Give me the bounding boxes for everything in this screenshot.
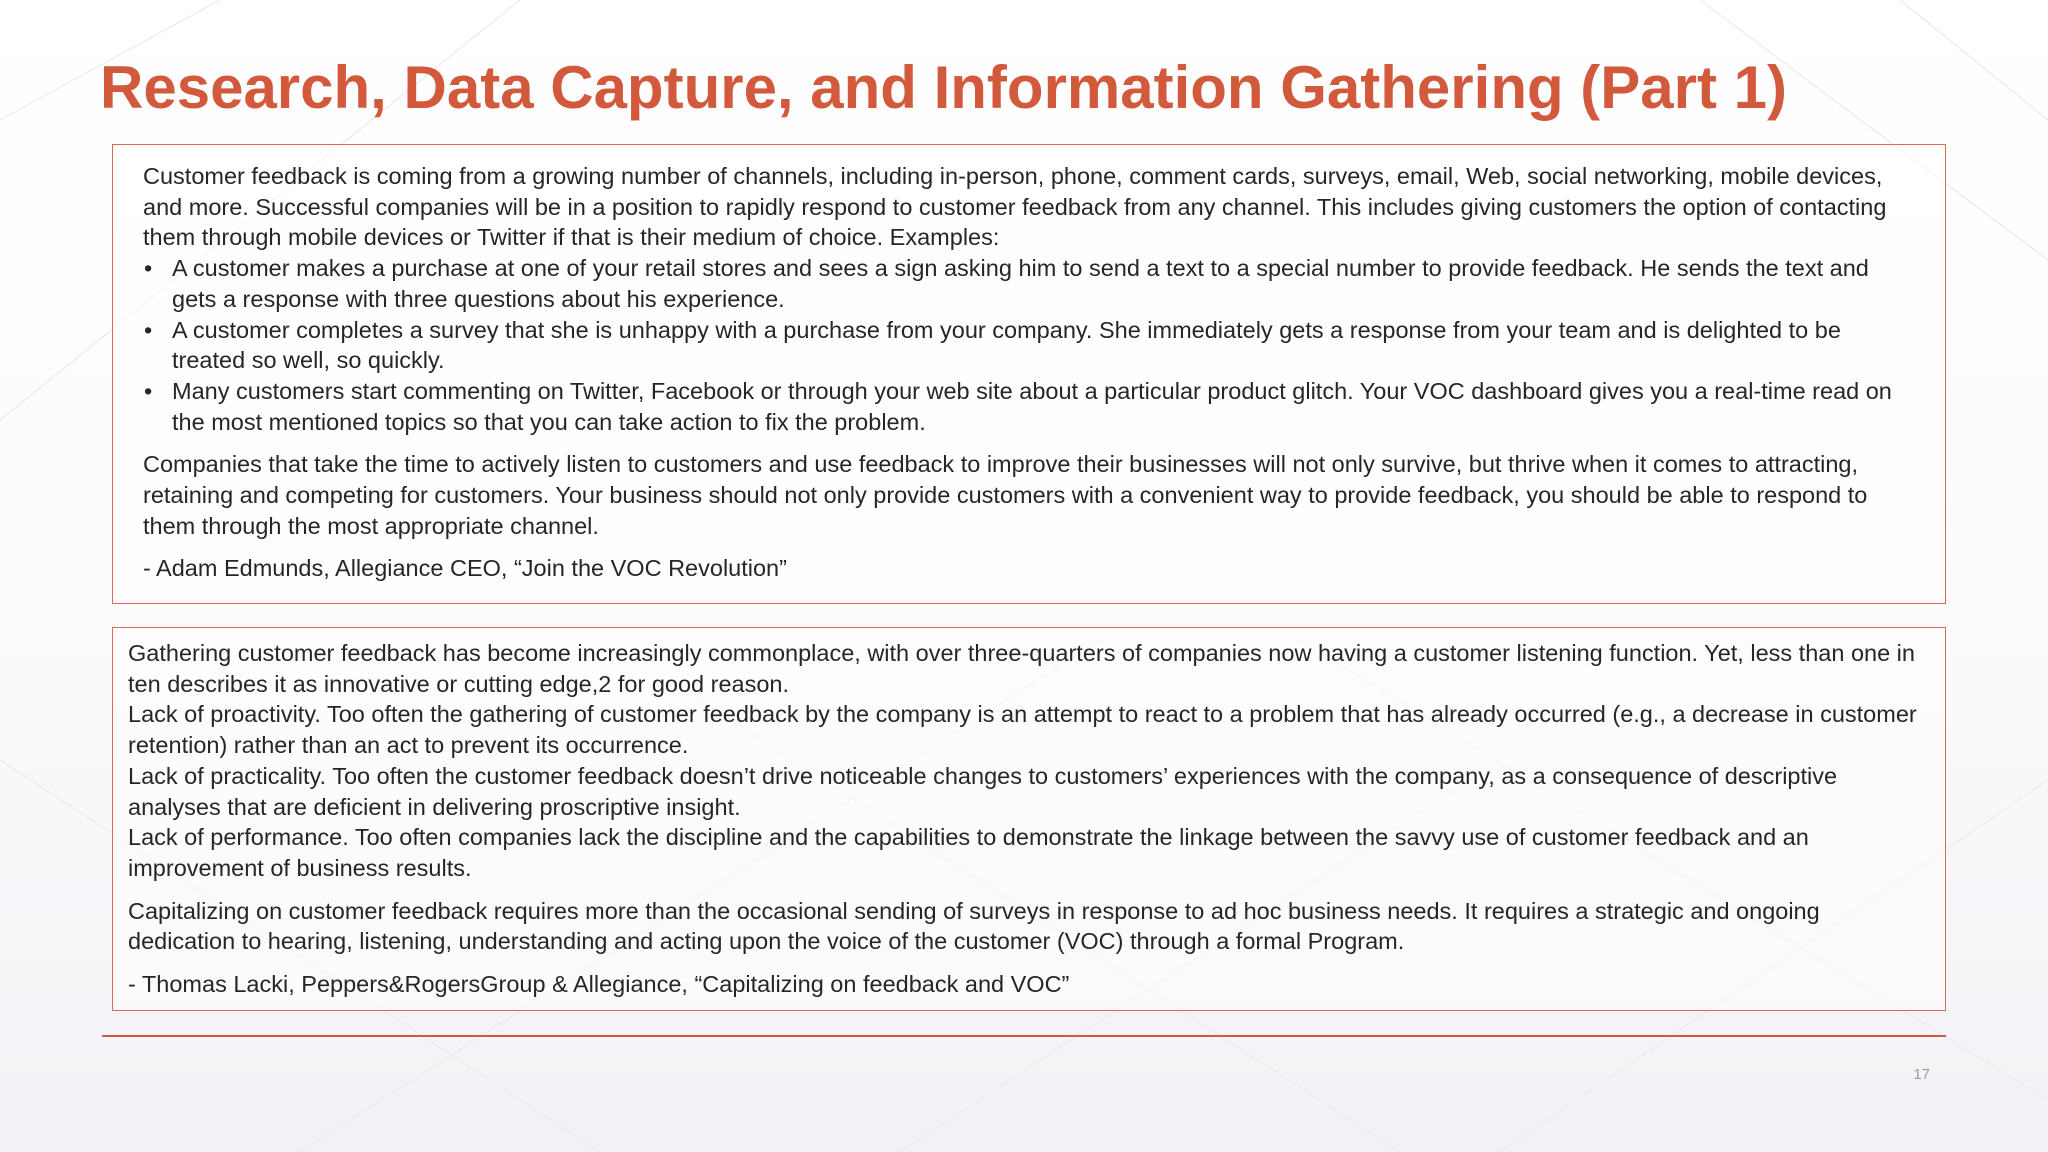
list-item [143, 315, 1905, 376]
quote1-intro: Customer feedback is coming from a growing number of channels, including in-person, phone, comment cards, surveys, email, Web, social networking, mobile devices, and more. Successful companies will be in a position to rapidly respond to customer feedback from any channel. This includes giving customers the option of contacting them through mobile devices or Twitter if that is their medium of choice. Examples: [143, 163, 1887, 251]
quote1-conclusion: Companies that take the time to actively listen to customers and use feedback to improve their businesses will not only survive, but thrive when it comes to attracting, retaining and competing for customers. Your business should not only provide customers with a convenient way to provide feedback, you should be able to respond to them through the most appropriate channel. [143, 451, 1868, 539]
slide-title: Research, Data Capture, and Information Gathering (Part 1) [100, 54, 1788, 121]
quote2-paragraph-4: Lack of performance. Too often companies lack the discipline and the capabilities to demonstrate the linkage between the savvy use of customer feedback and an improvement of business results. [128, 824, 1809, 881]
quote2-paragraph-1: Gathering customer feedback has become increasingly commonplace, with over three-quarters of companies now having a customer listening function. Yet, less than one in ten describes it as innovative or cutting edge,2 for good reason. [128, 640, 1915, 697]
examples-list [143, 253, 1905, 437]
quote-box-lacki [112, 627, 1946, 1011]
list-item [143, 253, 1905, 314]
page-number: 17 [1913, 1066, 1930, 1083]
quote1-attribution: - Adam Edmunds, Allegiance CEO, “Join the VOC Revolution” [143, 555, 787, 582]
footer-divider [102, 1035, 1946, 1037]
list-item-text: A customer makes a purchase at one of your retail stores and sees a sign asking him to send a text to a special number to provide feedback. He sends the text and gets a response with three questions about his experience. [172, 255, 1869, 312]
quote2-paragraph-3: Lack of practicality. Too often the customer feedback doesn’t drive noticeable changes to customers’ experiences with the company, as a consequence of descriptive analyses that are deficient in delivering proscriptive insight. [128, 762, 1838, 820]
bullet-icon: • [144, 316, 153, 343]
quote2-paragraph-2: Lack of proactivity. Too often the gathering of customer feedback by the company is an attempt to react to a problem that has already occurred (e.g., a decrease in customer retention) rather than an act to prevent its occurrence. [128, 701, 1917, 759]
list-item-text: A customer completes a survey that she is unhappy with a purchase from your company. She immediately gets a response from your team and is delighted to be treated so well, so quickly. [172, 316, 1841, 374]
bullet-icon: • [144, 377, 153, 404]
quote2-attribution: - Thomas Lacki, Peppers&RogersGroup & Allegiance, “Capitalizing on feedback and VOC” [128, 971, 1070, 998]
bullet-icon: • [144, 255, 153, 282]
quote-box-edmunds [112, 144, 1946, 604]
list-item-text: Many customers start commenting on Twitter, Facebook or through your web site about a particular product glitch. Your VOC dashboard gives you a real-time read on the most mentioned topics so that you can take action to fix the problem. [172, 377, 1892, 435]
list-item [143, 376, 1905, 437]
quote2-paragraph-5: Capitalizing on customer feedback requires more than the occasional sending of surveys in response to ad hoc business needs. It requires a strategic and ongoing dedication to hearing, listening, understanding and acting upon the voice of the customer (VOC) through a formal Program. [128, 897, 1820, 955]
